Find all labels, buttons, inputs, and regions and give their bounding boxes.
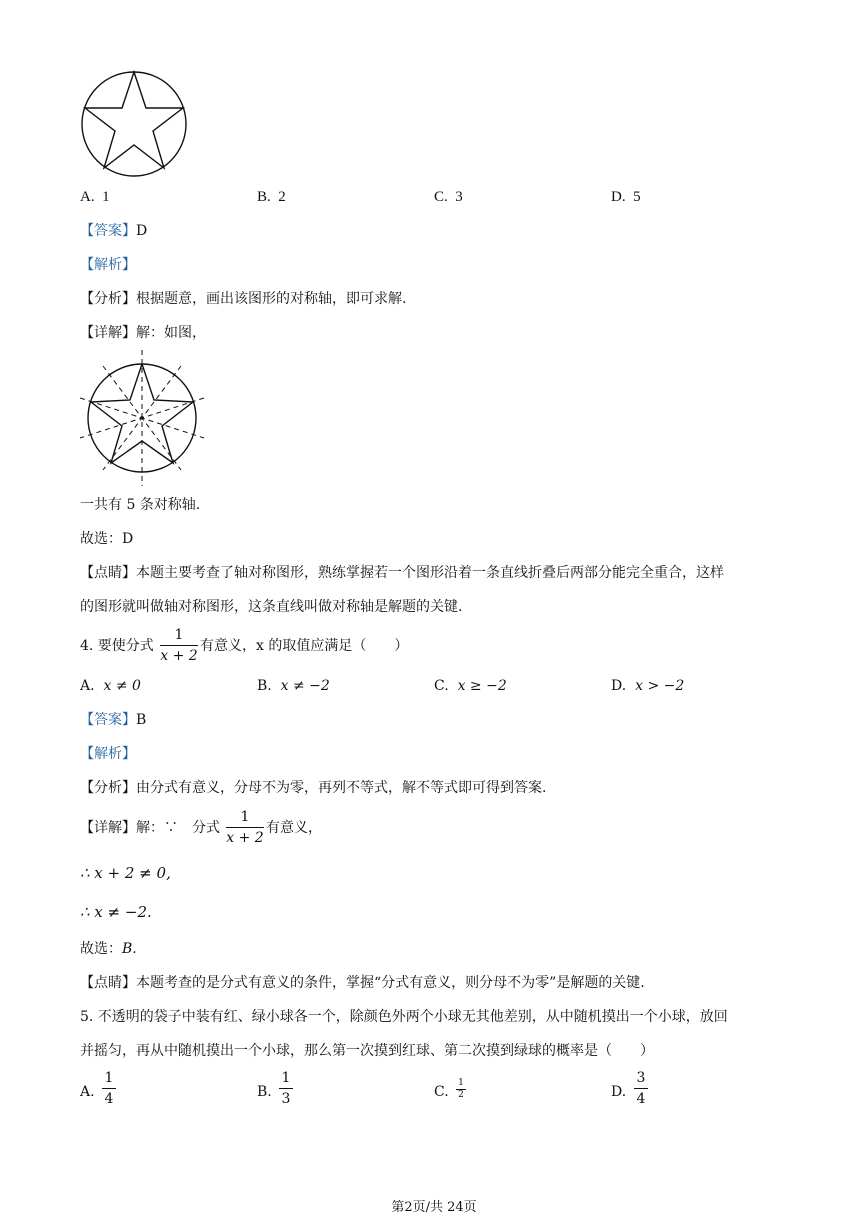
answer-value: D <box>136 223 148 239</box>
q4-detail-fraction <box>226 810 264 845</box>
option-value: x ≠ 0 <box>103 678 141 694</box>
answer-tag: 【答案】 <box>80 712 136 728</box>
q3-comment-line2: 的图形就叫做轴对称图形，这条直线叫做对称轴是解题的关键. <box>80 599 463 615</box>
fenxi-text: 根据题意，画出该图形的对称轴，即可求解. <box>136 291 407 307</box>
q4-choose <box>80 942 137 956</box>
q5-option-b-label: B. <box>257 1084 272 1100</box>
option-value: x ≥ −2 <box>457 678 507 694</box>
fraction-denominator: 3 <box>281 1091 291 1107</box>
option-label: C. <box>434 678 449 694</box>
q5-option-c-label: C. <box>434 1084 449 1100</box>
page-footer: 第2页/共 24页 <box>391 1200 477 1215</box>
choose-prefix: 故选： <box>80 941 122 957</box>
option-value: 5 <box>633 189 641 205</box>
q3-option-b <box>257 190 286 205</box>
option-value: 3 <box>455 189 463 205</box>
q3-analysis-tag: 【解析】 <box>80 257 136 273</box>
option-value: x ≠ −2 <box>280 678 330 694</box>
option-label: A. <box>80 189 95 205</box>
q4-detail-suffix: 有意义， <box>266 820 322 836</box>
q4-option-c <box>434 679 507 693</box>
symmetry-axes <box>80 350 204 486</box>
fraction-numerator: 1 <box>240 809 250 825</box>
fraction-denominator: 4 <box>636 1091 646 1107</box>
fraction-numerator: 1 <box>458 1078 464 1088</box>
q4-step1: ∴ x + 2 ≠ 0, <box>80 864 171 882</box>
option-value: x > −2 <box>635 678 685 694</box>
q5-option-c-fraction <box>456 1079 466 1100</box>
fenxi-tag: 【分析】 <box>80 291 136 307</box>
q4-step2: ∴ x ≠ −2. <box>80 903 152 921</box>
q4-stem-prefix: 4. 要使分式 <box>80 638 154 654</box>
q5-option-a-fraction <box>102 1071 116 1106</box>
fraction-bar <box>160 645 198 646</box>
q3-choose: 故选：D <box>80 531 134 547</box>
option-label: B. <box>257 189 271 205</box>
q4-analysis-tag: 【解析】 <box>80 746 136 762</box>
comment-tag: 【点睛】 <box>80 565 136 581</box>
fraction-denominator: 2 <box>458 1090 464 1100</box>
q5-option-d-label: D. <box>611 1084 627 1100</box>
option-label: D. <box>611 189 626 205</box>
option-label: B. <box>257 678 272 694</box>
fraction-denominator: x + 2 <box>226 830 264 846</box>
fraction-bar <box>102 1088 116 1089</box>
q3-count-text: 一共有 5 条对称轴. <box>80 497 201 513</box>
option-label: A. <box>80 678 95 694</box>
q4-option-a <box>80 679 141 693</box>
q4-stem-suffix: 有意义，x 的取值应满足（ ） <box>200 638 409 654</box>
option-label: D. <box>611 678 627 694</box>
fraction-bar <box>226 827 264 828</box>
answer-tag: 【答案】 <box>80 223 136 239</box>
fraction-numerator: 1 <box>281 1070 291 1086</box>
q3-option-d <box>611 190 641 205</box>
q4-fenxi <box>80 781 546 795</box>
answer-value: B <box>136 712 147 728</box>
fraction-numerator: 3 <box>636 1070 646 1086</box>
q3-option-c <box>434 190 463 205</box>
q5-option-d-fraction <box>634 1071 648 1106</box>
q5-stem-line1: 5. 不透明的袋子中装有红、绿小球各一个，除颜色外两个小球无其他差别，从中随机摸出一个小球，放回 <box>80 1009 728 1025</box>
q5-option-b-fraction <box>279 1071 293 1106</box>
comment-text: 本题主要考查了轴对称图形，熟练掌握若一个图形沿着一条直线折叠后两部分能完全重合，这样 <box>136 565 724 581</box>
q4-answer <box>80 713 146 727</box>
q4-detail-prefix <box>80 821 220 835</box>
detail-tag: 【详解】 <box>80 820 136 836</box>
fraction-denominator: 4 <box>104 1091 114 1107</box>
fraction-bar <box>279 1088 293 1089</box>
q4-option-d <box>611 679 684 693</box>
fraction-denominator: x + 2 <box>160 648 198 664</box>
fenxi-tag: 【分析】 <box>80 780 136 796</box>
detail-text: 解：∵ 分式 <box>136 820 220 836</box>
q4-comment <box>80 976 645 990</box>
q5-option-a-label: A. <box>80 1084 95 1100</box>
q3-detail <box>80 326 206 340</box>
option-label: C. <box>434 189 448 205</box>
fraction-bar <box>634 1088 648 1089</box>
option-value: 2 <box>278 189 286 205</box>
q5-stem-line2: 并摇匀，再从中随机摸出一个小球，那么第一次摸到红球、第二次摸到绿球的概率是（ ） <box>80 1043 654 1059</box>
q3-comment-line1 <box>80 566 724 580</box>
q3-fenxi <box>80 292 406 306</box>
option-value: 1 <box>102 189 110 205</box>
detail-tag: 【详解】 <box>80 325 136 341</box>
choose-value: B. <box>122 941 137 957</box>
fenxi-text: 由分式有意义，分母不为零，再列不等式，解不等式即可得到答案. <box>136 780 547 796</box>
fraction-numerator: 1 <box>104 1070 114 1086</box>
q3-option-a <box>80 190 110 205</box>
q3-answer <box>80 224 147 238</box>
q4-option-b <box>257 679 330 693</box>
comment-text: 本题考查的是分式有意义的条件，掌握“分式有意义，则分母不为零”是解题的关键. <box>136 975 645 991</box>
comment-tag: 【点睛】 <box>80 975 136 991</box>
fraction-numerator: 1 <box>174 627 184 643</box>
q4-stem-fraction <box>160 628 198 663</box>
detail-text: 解：如图， <box>136 325 206 341</box>
